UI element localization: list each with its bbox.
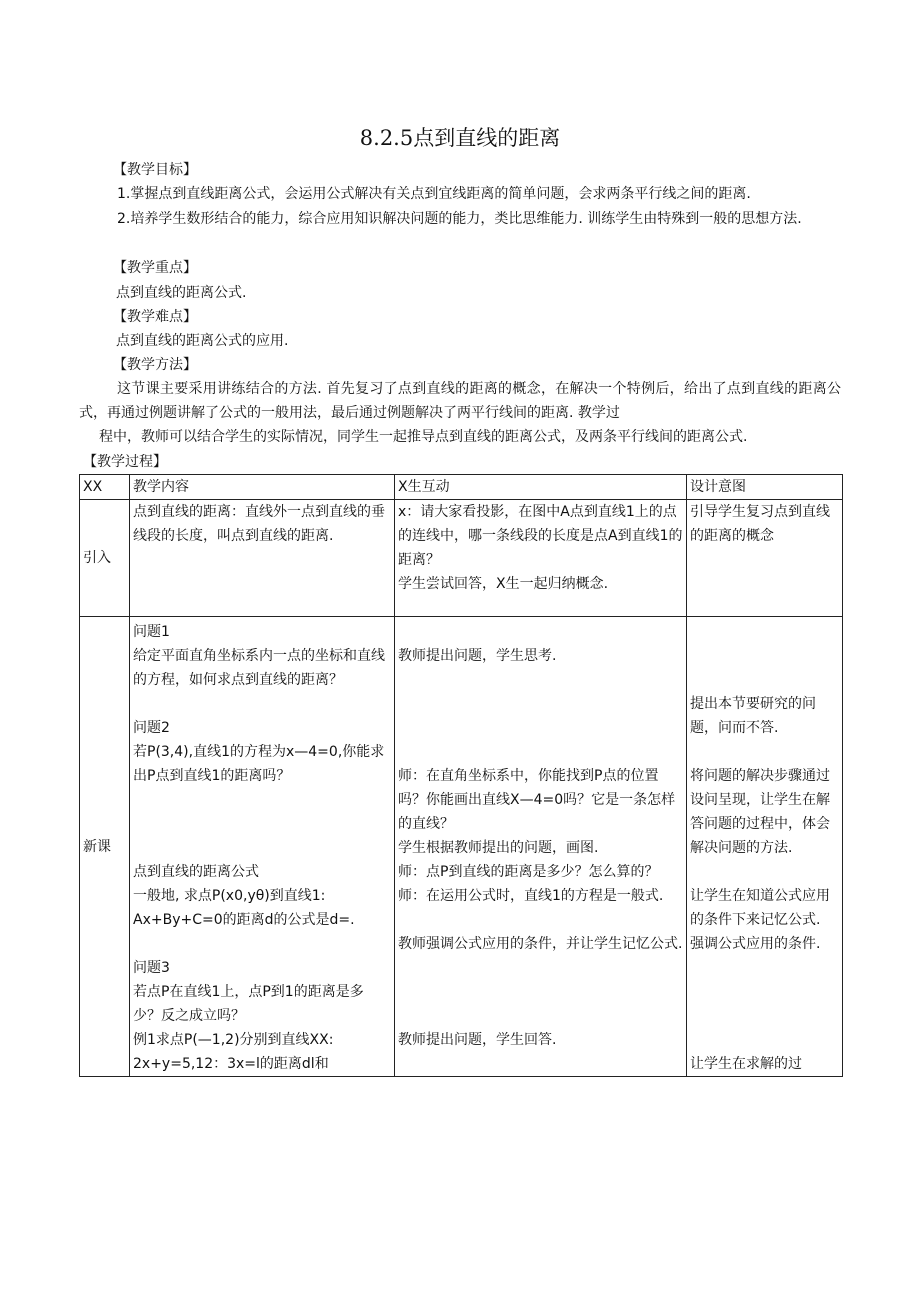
question-3-text: 若点P在直线1上，点P到1的距离是多少？反之成立吗？ [133, 984, 364, 1024]
focus-heading: 【教学重点】 [113, 260, 197, 276]
header-stage: XX [80, 475, 130, 500]
intro-interaction-2: 学生尝试回答，X生一起归纳概念. [398, 576, 609, 592]
focus-text: 点到直线的距离公式. [116, 285, 247, 301]
intro-interaction [395, 500, 687, 617]
formula-title: 点到直线的距离公式 [133, 864, 259, 880]
interaction-5: 师：在运用公式时，直线1的方程是一般式. [398, 888, 664, 904]
intro-content: 点到直线的距离：直线外一点到直线的垂线段的长度，叫点到直线的距离. [130, 500, 395, 617]
interaction-1: 教师提出问题，学生思考. [398, 648, 557, 664]
header-intent: 设计意图 [687, 475, 843, 500]
goal-2: 2.培养学生数形结合的能力，综合应用知识解决问题的能力，类比思维能力. 训练学生由特殊到一般的思想方法. [117, 211, 802, 227]
stage-intro: 引入 [80, 500, 130, 617]
stage-new-lesson: 新课 [80, 617, 130, 1077]
question-2-text: 若P(3,4),直线1的方程为x—4=0,你能求出P点到直线1的距离吗？ [133, 744, 385, 784]
new-lesson-intent [687, 617, 843, 1077]
question-3-title: 问题3 [133, 960, 170, 976]
page-title: 8.2.5点到直线的距离 [359, 126, 561, 150]
question-1-title: 问题1 [133, 624, 170, 640]
formula-line-2: Ax+By+C=0的距离d的公式是d=. [133, 912, 355, 928]
header-interaction: X生互动 [395, 475, 687, 500]
new-lesson-interaction [395, 617, 687, 1077]
question-1-text: 给定平面直角坐标系内一点的坐标和直线的方程，如何求点到直线的距离？ [133, 648, 385, 688]
intent-3: 让学生在知道公式应用的条件下来记忆公式. [690, 888, 830, 928]
intent-2: 将问题的解决步骤通过设问呈现，让学生在解答问题的过程中，体会解决问题的方法. [690, 768, 830, 856]
method-paragraph-1: 这节课主要采用讲练结合的方法. 首先复习了点到直线的距离的概念，在解决一个特例后，给出了点到直线的距离公式，再通过例题讲解了公式的一般用法，最后通过例题解决了两平行线间的距离. 教学过 [79, 381, 841, 421]
interaction-6: 教师强调公式应用的条件，并让学生记忆公式. [398, 936, 683, 952]
interaction-4: 师：点P到直线的距离是多少？怎么算的？ [398, 864, 659, 880]
goal-1: 1.掌握点到直线距离公式，会运用公式解决有关点到宜线距离的简单问题，会求两条平行线之间的距离. [117, 186, 751, 202]
goals-heading: 【教学目标】 [113, 162, 197, 178]
intro-intent: 引导学生复习点到直线的距离的概念 [687, 500, 843, 617]
question-2-title: 问题2 [133, 720, 170, 736]
example-1-line-1: 例1求点P(—1,2)分别到直线XX: [133, 1032, 334, 1048]
process-heading: 【教学过程】 [83, 454, 167, 470]
interaction-2: 师：在直角坐标系中，你能找到P点的位置吗？你能画出直线X—4=0吗？它是一条怎样的直线？ [398, 768, 676, 832]
method-paragraph-2: 程中，教师可以结合学生的实际情况，同学生一起推导点到直线的距离公式，及两条平行线间的距离公式. [99, 429, 748, 445]
interaction-7: 教师提出问题，学生回答. [398, 1032, 557, 1048]
table-header-row [80, 475, 843, 500]
new-lesson-content [130, 617, 395, 1077]
teaching-process-table [79, 474, 843, 1077]
difficulty-heading: 【教学难点】 [113, 309, 197, 325]
intent-5: 让学生在求解的过 [690, 1056, 802, 1072]
intent-4: 强调公式应用的条件. [690, 936, 821, 952]
intent-1: 提出本节要研究的问题，问而不答. [690, 696, 816, 736]
table-row-intro [80, 500, 843, 617]
intro-interaction-1: x：请大家看投影，在图中A点到直线1上的点的连线中，哪一条线段的长度是点A到直线1的距离？ [398, 504, 683, 568]
example-1-line-2: 2x+y=5,12：3x=l的距离dl和 [133, 1056, 329, 1072]
formula-line-1: 一般地, 求点P(x0,yθ)到直线1: [133, 888, 326, 904]
interaction-3: 学生根据教师提出的问题，画图. [398, 840, 599, 856]
difficulty-text: 点到直线的距离公式的应用. [116, 333, 289, 349]
table-row-new-lesson [80, 617, 843, 1077]
header-content: 教学内容 [130, 475, 395, 500]
method-heading: 【教学方法】 [113, 357, 197, 373]
